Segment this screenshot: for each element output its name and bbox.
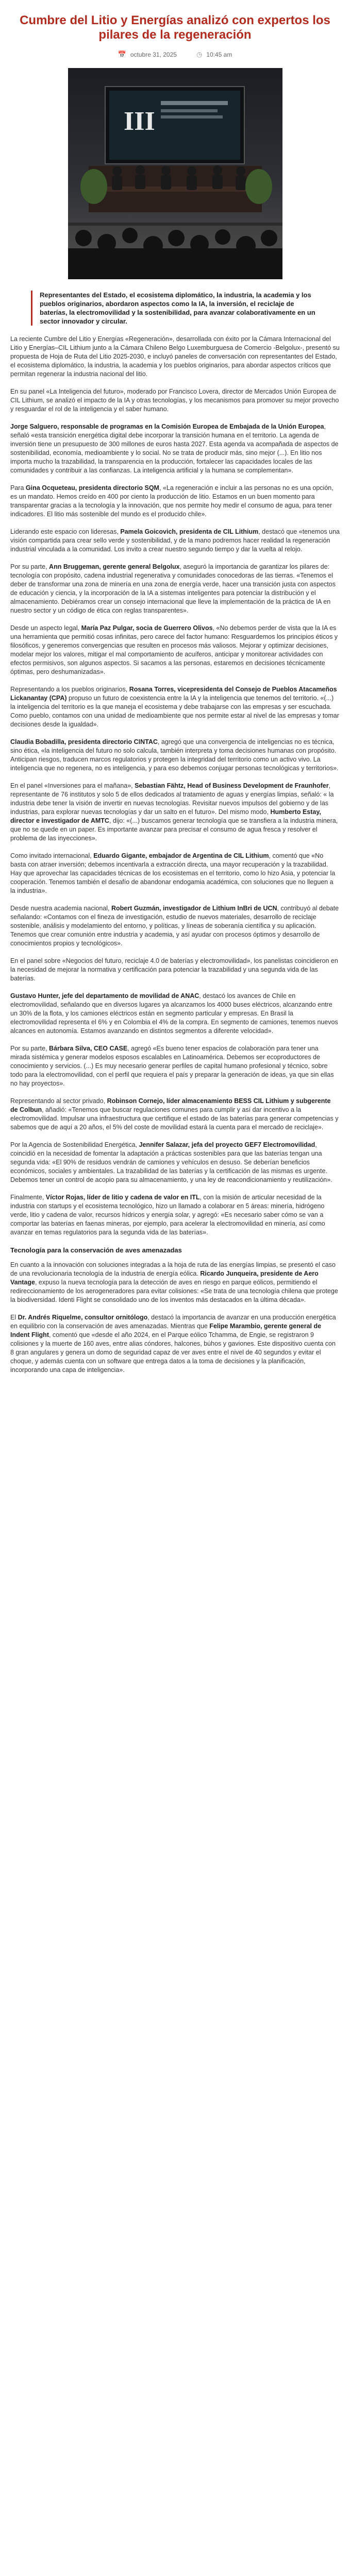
article-time: 10:45 am	[206, 51, 232, 58]
article-paragraph: Representando al sector privado, Robinson Cornejo, líder almacenamiento BESS CIL Lithium y subgerente de Colbun, añadió: «Tenemos que buscar regulaciones comunes para cumplir y así dar incentivo a la electromovilidad. Impulsar una infraestructura que certifique el estado de las baterías para generar competencias y sabemos que de aquí a 20 años, el 5% del coste de movilidad estará la cuenta para el mercado de reciclaje».	[10, 1097, 339, 1131]
calendar-icon: 📅	[118, 50, 126, 58]
hero-image	[68, 68, 282, 279]
time-meta	[196, 50, 232, 59]
article-paragraph: El Dr. Andrés Riquelme, consultor ornitólogo, destacó la importancia de avanzar en una producción energética en equilibrio con la conservación de aves amenazadas. Mientras que Felipe Marambio, gerente general de Indent Flight, comentó que «desde el año 2024, en el Parque eólico Tchamma, de Engie, se registraron 9 colisiones y la muerte de 160 aves, entre alias cóndores, halcones, búhos y gaviones. Este dispositivo cuenta con 8 gran angulares y genera un domo de seguridad capaz de ver aves entre el nivel de 40 segundos y evitar el choque, y además cuenta con un software que entrega datos a la toma de decisiones y la planificación, incorporando una capa de inteligencia».	[10, 1314, 336, 1374]
section-subheading: Tecnología para la conservación de aves amenazadas	[10, 1246, 182, 1254]
article-paragraph: Representando a los pueblos originarios, Rosana Torres, vicepresidenta del Consejo de Pueblos Atacameños Lickanantay (CPA) propuso un futuro de coexistencia entre la IA y la inteligencia que tenemos del territorio. «(...) la inteligencia del territorio es la que maneja el ecosistema y debe trabajarse con las empresas y ser escuchada. Como pueblo, contamos con una unidad de medioambiente que nos permite estar al nivel de las empresas y tomar decisiones desde la igualdad».	[10, 686, 339, 728]
conference-photo	[68, 68, 282, 279]
date-meta	[118, 50, 177, 59]
article-paragraph: En su panel «La Inteligencia del futuro», moderado por Francisco Lovera, director de Mercados Unión Europea de CIL Lithium, se analizó el impacto de la IA y otras tecnologías, y los mecanismos para promover su mejor provecho y resguardar el rol de la inteligencia y el saber humano.	[10, 388, 339, 413]
article-paragraph: Liderando este espacio con lideresas, Pamela Goicovich, presidenta de CIL Lithium, destacó que «tenemos una visión compartida para crear sello verde y sostenibilidad, y de la mano podremos hacer realidad la regeneración industrial vinculada a la comunidad. Los invito a crear nuestro segundo tiempo y dar la vuelta al relojo.	[10, 528, 340, 553]
article-paragraph: Por su parte, Ann Bruggeman, gerente general Belgolux, aseguró la importancia de garantizar los pilares de: tecnología con propósito, cadena industrial regenerativa y comunidades conocedoras de las tierras. «Tenemos el deber de transformar una zona de minería en una zona de energía verde, hacer una transición justa con aspectos de educación y ciencia, y la incorporación de la IA a sistemas inteligentes para potenciar la distribución y el almacenamiento. Debiéramos crear un consejo internacional que lleve la implementación de la práctica de IA en nuestro sector y un código de ética con reglas transparentes».	[10, 563, 336, 614]
article-paragraph: En cuanto a la innovación con soluciones integradas a la hoja de ruta de las energías limpias, se presentó el caso de una revolucionaria tecnología de la industria de energía eólica. Ricardo Junqueira, presidente de Aero Vantage, expuso la nueva tecnología para la detección de aves en riesgo en parque eólicos, permitiendo el redireccionamiento de los aerogeneradores para evitar colisiones: «Se trata de una tecnología chilena que protege la biodiversidad. Identi Flight se consolidado uno de los inventos más destacados en la última década».	[10, 1261, 338, 1303]
article-paragraph: Para Gina Ocqueteau, presidenta directorio SQM, «La regeneración e incluir a las personas no es una opción, es un mandato. Hemos creído en 400 por ciento la producción de litio. Estamos en un buen momento para transparentar gracias a la tecnología y la innovación, que nos permite hoy medir el consumo de agua, para tener indicadores. El litio más sostenible del mundo es el producido chile».	[10, 484, 334, 518]
article-paragraph: Por la Agencia de Sostenibilidad Energética, Jennifer Salazar, jefa del proyecto GEF7 Electromovilidad, coincidió en la necesidad de fomentar la adaptación a prácticas sostenibles para que las baterías tengan una segunda vida: «El 90% de residuos vendrán de camiones y vehículos en desuso. Se deberían beneficios económicos, sociales y ambientales. La trazabilidad de las baterías y la certificación de las mismas es urgente. Debemos tener un control de acopio para su almacenamiento, y una ley de reacondicionamiento y reutilización».	[10, 1141, 332, 1183]
article-paragraph: Jorge Salguero, responsable de programas en la Comisión Europea de Embajada de la Unión Europea, señaló «esta transición energética digital debe incorporar la transición humana en el territorio. La agenda de inversión tiene un presupuesto de 300 millones de euros hasta 2027. Esta agenda va acompañada de aspectos de sostenibilidad, economía, medioambiente y lo social. No se trata de producir más, sino mejor (...). En litio nos importa mucho la trazabilidad, la transparencia en la producción, fortalecer las capacidades locales de las comunidades y contribuir a las confianzas. La inteligencia artificial y la humana se complementan».	[10, 423, 339, 474]
screen-roman-numeral: III	[123, 107, 155, 136]
clock-icon: ◷	[196, 50, 203, 58]
article-paragraph: En el panel sobre «Negocios del futuro, reciclaje 4.0 de baterías y electromovilidad», los panelistas coincidieron en la necesidad de mejorar la normativa y certificación para potenciar la trazabilidad y una segunda vida de las baterías.	[10, 957, 338, 982]
article-paragraph: Gustavo Hunter, jefe del departamento de movilidad de ANAC, destacó los avances de Chile en electromovilidad, señalando que en diversos lugares ya alcanzamos los 4000 buses eléctricos, alcanzando entre un 30% de la flota, y los camiones eléctricos están en segmento particular y empresas. En Brasil la electromovilidad representa el 6% y en Colombia el 4% de la compra. En segmento de camiones, tenemos nuevos alcances en autonomía. Estamos avanzando en distintos segmentos a diferente velocidad».	[10, 992, 338, 1035]
article-paragraph: La reciente Cumbre del Litio y Energías «Regeneración», desarrollada con éxito por la Cámara Internacional del Litio y Energías–CIL Lithium junto a la Cámara Chileno Belgo Luxemburguesa de Comercio -Belgolux-, presentó su propuesta de Hoja de Ruta del Litio 2025-2030, e incluyó paneles de conversación con representantes del Estado, el ecosistema diplomático, la industria, la academia y los pueblos originarios, para abordar aspectos críticos que permitan regenerar la industria nacional del litio.	[10, 335, 340, 378]
article-title: Cumbre del Litio y Energías analizó con expertos los pilares de la regeneración	[20, 13, 330, 42]
article-date: octubre 31, 2025	[130, 51, 177, 58]
article-paragraph: Como invitado internacional, Eduardo Gigante, embajador de Argentina de CIL Lithium, comentó que «No basta con atraer inversión; debemos incentivarla a extracción directa, una mayor recuperación y la trazabilidad. Hay que aprovechar las capacidades técnicas de los ecosistemas en el territorio, como lo hizo Asia, y potenciar la cooperación. Tenemos también el desafío de abandonar endogamia académica, con soluciones que no lleguen a la industria».	[10, 852, 336, 894]
article-paragraph: Por su parte, Bárbara Silva, CEO CASE, agregó «Es bueno tener espacios de colaboración para tener una mirada sistémica y generar modelos esposos escalables en Latinoamérica. Debemos ser ecoproductores de conocimiento y servicios. (...) Es muy necesario generar perfiles de capital humano profesional y técnico, sobre todo para la electromovilidad, con el perfil que requiera el país y preparar la generación de ideas, ya que sin ellas no hay proyectos».	[10, 1045, 334, 1087]
article-paragraph: Finalmente, Víctor Rojas, líder de litio y cadena de valor en ITL, con la misión de articular necesidad de la industria con startups y el ecosistema tecnológico, hizo un llamado a colaborar en 5 áreas: minería, hidrógeno verde, litio y cadena de valor, recursos hídricos y energía solar, y agregó: «Es necesario saber cómo se van a comportar las baterías en faenas mineras, por ejemplo, para acelerar la electromovilidad en minería, así como avanzar en temas regulatorios para la segunda vida de las baterías».	[10, 1194, 325, 1236]
article-paragraph: Claudia Bobadilla, presidenta directorio CINTAC, agregó que una convergencia de inteligencias no es técnica, sino ética, «la inteligencia del futuro no solo calcula, también interpreta y toma decisiones humanas con propósito. Anticipan riesgos, traducen marcos regulatorios y protegen la integridad del territorio como un activo vivo. La inteligencia que no regenera, no es inteligencia, y para eso debemos conjugar personas tecnológicas y territorios».	[10, 738, 339, 772]
article-body	[10, 335, 340, 1375]
article-summary: Representantes del Estado, el ecosistema diplomático, la industria, la academia y los pueblos originarios, abordaron aspectos como la IA, la inversión, el reciclaje de baterías, la electromovilidad y la sostenibilidad, para avanzar colaborativamente en un sector innovador y circular.	[31, 291, 323, 326]
article-paragraph: En el panel «Inversiones para el mañana», Sebastian Fähtz, Head of Business Development de Fraunhofer, representante de 76 institutos y solo 5 de ellos dedicados al tratamiento de aguas y energías limpias, señaló: « la industria debe tener la visión de invertir en nuevas tecnologías. Revisitar nuevos impulsos del gobierno y de las industrias, para explorar nuevas tecnologías y dar un salto en el futuro». Del mismo modo, Humberto Estay, director e investigador de AMTC, dijo: «(...) buscamos generar tecnología que se transfiera a la industria minera, que no se quede en un paper. Es importante avanzar para precisar el consumo de agua fresca y resolver el problema de las inyecciones».	[10, 782, 338, 842]
article-paragraph: Desde nuestra academia nacional, Robert Guzmán, investigador de Lithium InBri de UCN, contribuyó al debate señalando: «Contamos con el fineza de investigación, estudio de nuevos materiales, desarrollo de reciclaje sostenible, análisis y modelamiento del entorno, y políticas, y líneas de soberanía científica y su aplicación. Tenemos que crear comunión entre industria y academia, y así ayudar con procesos óptimos y desarrollo de conocimientos propios y tecnológicos».	[10, 905, 339, 947]
article-meta	[10, 50, 340, 59]
article-paragraph: Desde un aspecto legal, María Paz Pulgar, socia de Guerrero Olivos, «No debemos perder de vista que la IA es una herramienta que permitió cosas infinitas, pero carece del factor humano: Resguardemos los principios éticos y filosóficos, y generemos convergencias que resulten en procesos más valiosos. Mejorar y optimizar decisiones, modelar mejor los valores, mitigar el mal comportamiento de acuíferos, anticipar y monitorear actividades con efectos permisivos, son algunos aspectos. Si sacamos a las personas, estaremos en decisiones técnicamente óptimas, pero deshumanizadas».	[10, 624, 338, 675]
article-container	[10, 0, 340, 1375]
